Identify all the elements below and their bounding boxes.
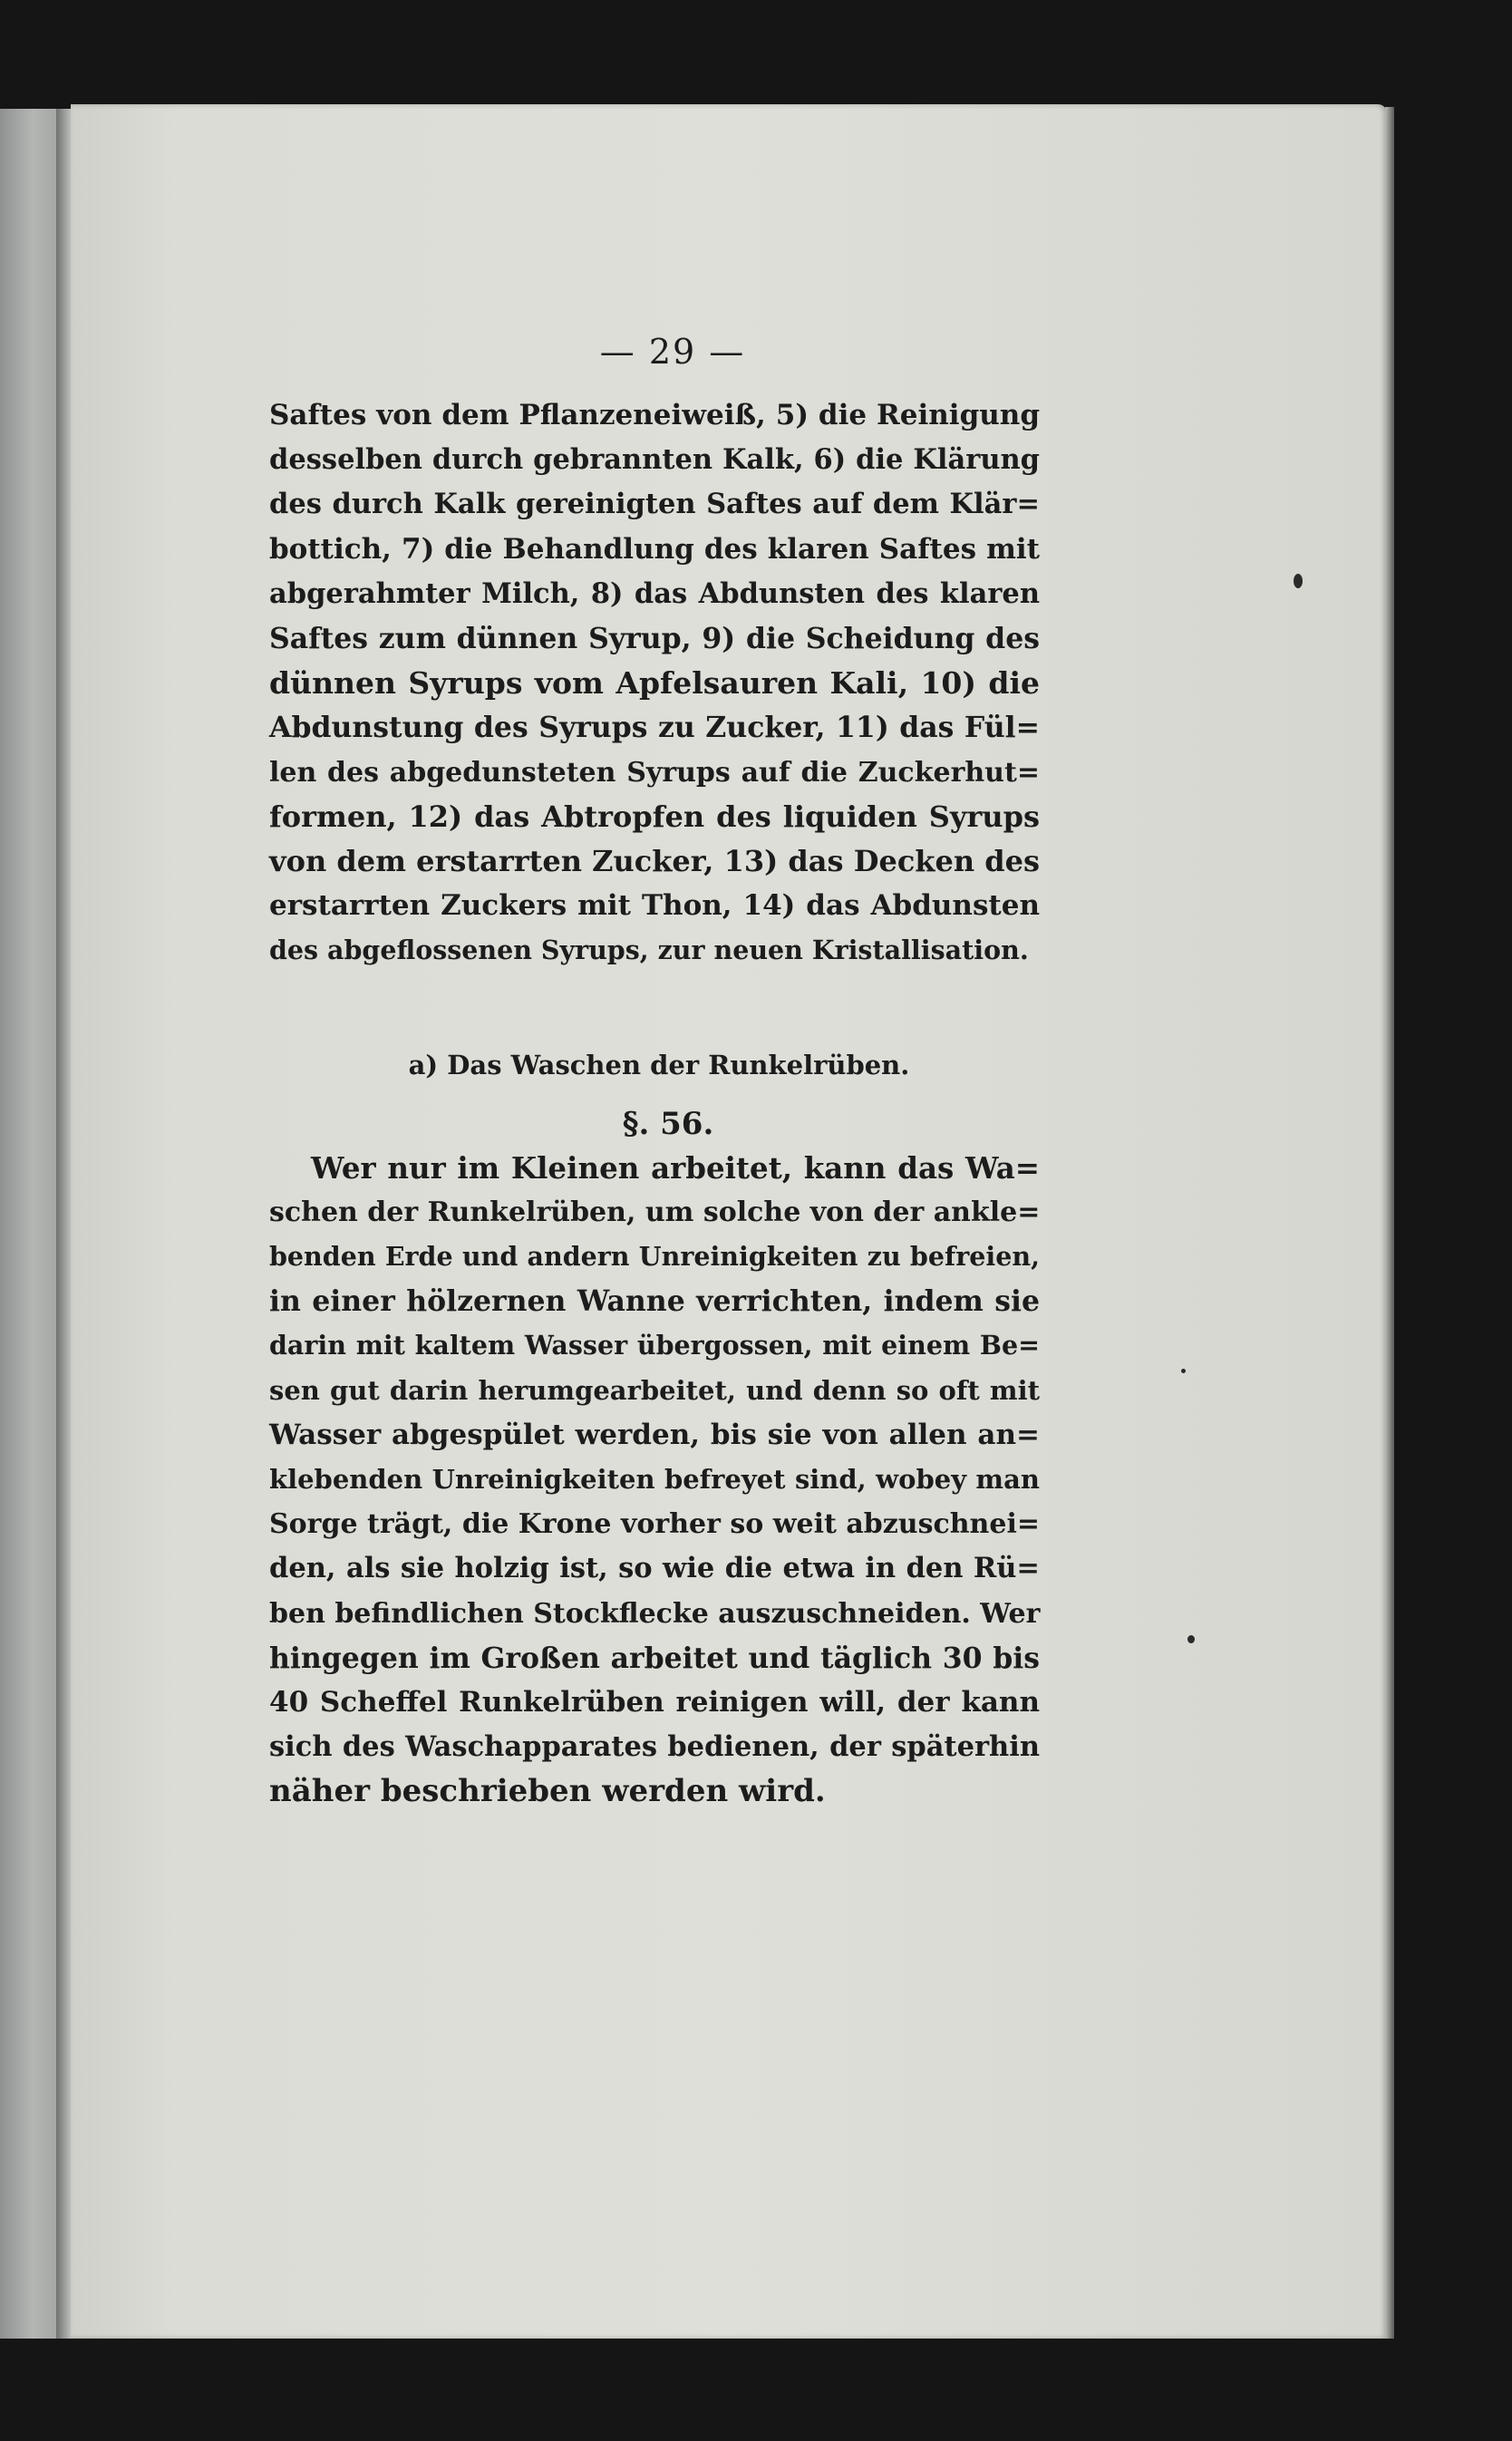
page-number: — 29 — [599,332,746,372]
text-line: Saftes von dem Pflanzeneiweiß, 5) die Reinigung [269,399,1040,431]
text-line: klebenden Unreinigkeiten befreyet sind, wobey man [269,1464,1040,1496]
paper-speck [1181,1369,1186,1373]
text-line: erstarrten Zuckers mit Thon, 14) das Abdunsten [269,889,1040,923]
page-edge-shadow [1385,107,1394,2339]
text-line: in einer hölzernen Wanne verrichten, indem sie [269,1284,1040,1319]
text-line: des durch Kalk gereinigten Saftes auf dem Klär= [269,488,1040,521]
paper-speck [1294,574,1303,588]
text-line: sich des Waschapparates bedienen, der späterhin [269,1730,1040,1764]
section-heading: a) Das Waschen der Runkelrüben. [408,1049,910,1080]
paper-speck [1187,1635,1195,1643]
paragraph-section-56 [269,1146,1040,1815]
text-line: den, als sie holzig ist, so wie die etwa in den Rü= [269,1552,1040,1585]
text-line: bottich, 7) die Behandlung des klaren Saftes mit [269,532,1040,566]
paragraph-continued [269,393,1040,973]
text-line: darin mit kaltem Wasser übergossen, mit einem Be= [269,1330,1040,1361]
text-line: Abdunstung des Syrups zu Zucker, 11) das Fül= [269,711,1040,745]
text-line: von dem erstarrten Zucker, 13) das Decken des [269,844,1040,879]
section-number: §. 56. [622,1105,714,1142]
text-line: dünnen Syrups vom Apfelsauren Kali, 10) die [269,665,1040,702]
text-line: hingegen im Großen arbeitet und täglich 30 bis [269,1641,1040,1675]
text-line: abgerahmter Milch, 8) das Abdunsten des klaren [269,576,1040,610]
text-line: benden Erde und andern Unreinigkeiten zu befreien, [269,1241,1040,1273]
text-line: formen, 12) das Abtropfen des liquiden Syrups [269,799,1040,834]
text-line: len des abgedunsteten Syrups auf die Zuckerhut= [269,756,1040,789]
text-line: sen gut darin herumgearbeitet, und denn so oft mit [269,1374,1040,1406]
text-line: desselben durch gebrannten Kalk, 6) die Klärung [269,443,1040,477]
text-line: näher beschrieben werden wird. [269,1773,826,1810]
text-line: Wasser abgespület werden, bis sie von allen an= [269,1418,1040,1451]
text-line: Wer nur im Kleinen arbeitet, kann das Wa= [311,1149,1040,1186]
text-line: des abgeflossenen Syrups, zur neuen Kristallisation. [269,935,1029,966]
text-line: Saftes zum dünnen Syrup, 9) die Scheidung des [269,622,1040,656]
text-line: 40 Scheffel Runkelrüben reinigen will, der kann [269,1686,1040,1719]
text-line: ben befindlichen Stockflecke auszuschneiden. Wer [269,1597,1041,1630]
page-content [269,308,1040,1815]
text-line: schen der Runkelrüben, um solche von der ankle= [269,1196,1041,1228]
text-line: Sorge trägt, die Krone vorher so weit abzuschnei= [269,1508,1040,1541]
